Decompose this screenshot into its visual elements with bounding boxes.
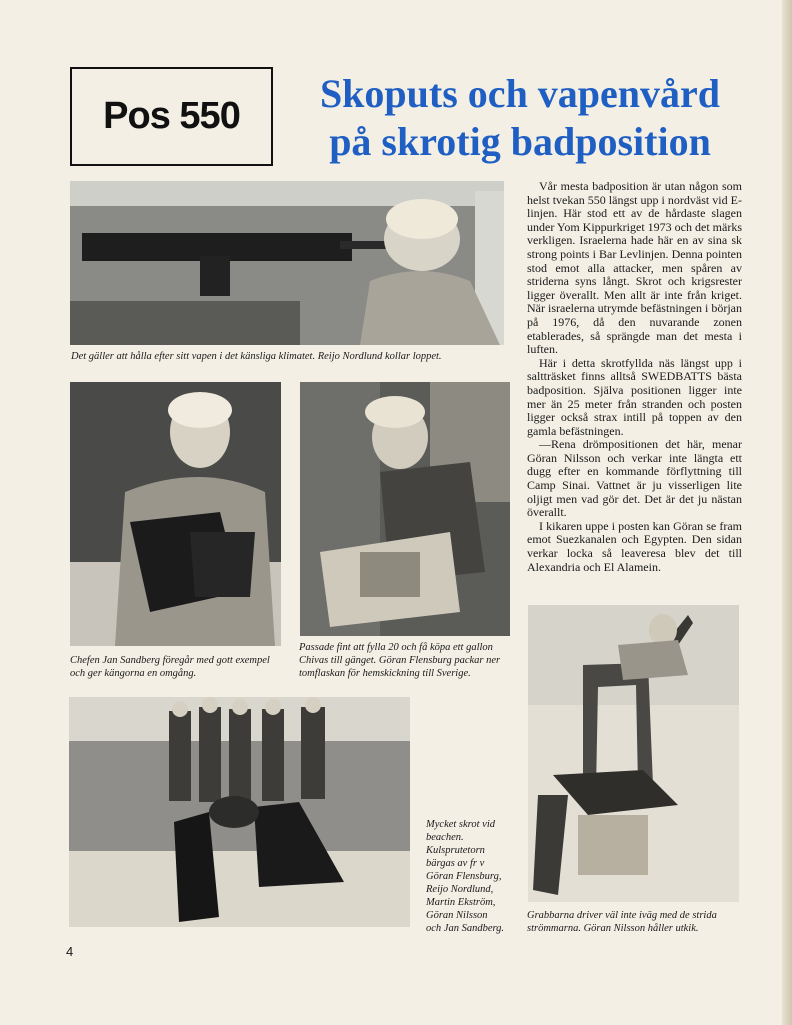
beach-caption-line: Kulsprutetorn: [426, 845, 485, 856]
box-caption: Passade fint att fylla 20 och få köpa ett gallon Chivas till gänget. Göran Flensburg packar ner tomflaskan för hemskickning till Sverige.: [299, 642, 501, 679]
soldier-polishing-boots-photo: [70, 382, 281, 646]
beach-caption-line: Martin Ekström,: [426, 897, 496, 908]
page-number: 4: [66, 944, 74, 959]
beach-caption-line: Göran Flensburg,: [426, 871, 502, 882]
beach-caption-line: beachen.: [426, 832, 464, 843]
soldier-cleaning-rifle-photo: [70, 181, 504, 345]
page-edge: [782, 0, 792, 1025]
beach-caption-line: Mycket skrot vid: [426, 819, 495, 830]
weapon-caption: Det gäller att hålla efter sitt vapen i det känsliga klimatet. Reijo Nordlund kollar loppet.: [71, 351, 442, 362]
article-body: [527, 180, 742, 574]
soldiers-on-beach-photo: [69, 697, 410, 927]
boots-caption: Chefen Jan Sandberg föregår med gott exempel och ger kängorna en omgång.: [70, 655, 270, 679]
article-paragraph: I kikaren uppe i posten kan Göran se fram emot Suezkanalen och Egypten. Den sidan verkar locka så leaveresa blev det till Alexandria och El Alamein.: [527, 518, 742, 574]
article-paragraph: Vår mesta badposition är utan någon som helst tvekan 550 längst upp i nordväst vid E-linjen. Här stod ett av de hårdaste slagen under Yom Kippurkriget 1973 och det märks verkligen. Israelerna hade här en av sina sk strong points i Bar Levlinjen. Denna pointen stod emot alla attacker, men spåren av striderna syns långt. Skrot och krigsrester ligger överallt. Men allt är inte från kriget. När israelerna utrymde befästningen i början på 1976, då den nuvarande zonen etablerades, så sprängde man det mesta i luften.: [527, 179, 742, 357]
position-label-box: [70, 67, 273, 166]
lookout-chair-photo: [528, 605, 739, 902]
article-paragraph: Här i detta skrotfyllda näs längst upp i saltträsket finns alltså SWEDBATTS bästa badposition. Själva positionen ligger inte mer än 25 meter från stranden och posten ligger också strax intill på toppen av den gamla befästningen.: [527, 355, 742, 438]
headline-line-1: Skoputs och vapenvård: [319, 71, 721, 116]
soldier-packing-box-photo: [300, 382, 510, 636]
beach-caption-line: Reijo Nordlund,: [426, 884, 494, 895]
beach-caption-line: och Jan Sandberg.: [426, 923, 505, 934]
beach-caption: [426, 818, 526, 935]
chair-caption: Grabbarna driver väl inte iväg med de strida strömmarna. Göran Nilsson håller utkik.: [527, 910, 717, 934]
article-paragraph: —Rena drömpositionen det här, menar Göran Nilsson och verkar inte längta ett dugg efter en kommande förflyttning till Camp Sinai. Vattnet är ju visserligen lite oljigt men vad gör det. Det är det ju nästan överallt.: [527, 437, 742, 520]
headline: [290, 70, 750, 166]
beach-caption-line: bärgas av fr v: [426, 858, 485, 869]
headline-line-2: på skrotig badposition: [329, 119, 711, 164]
position-label: Pos 550: [103, 95, 240, 137]
beach-caption-line: Göran Nilsson: [426, 910, 488, 921]
